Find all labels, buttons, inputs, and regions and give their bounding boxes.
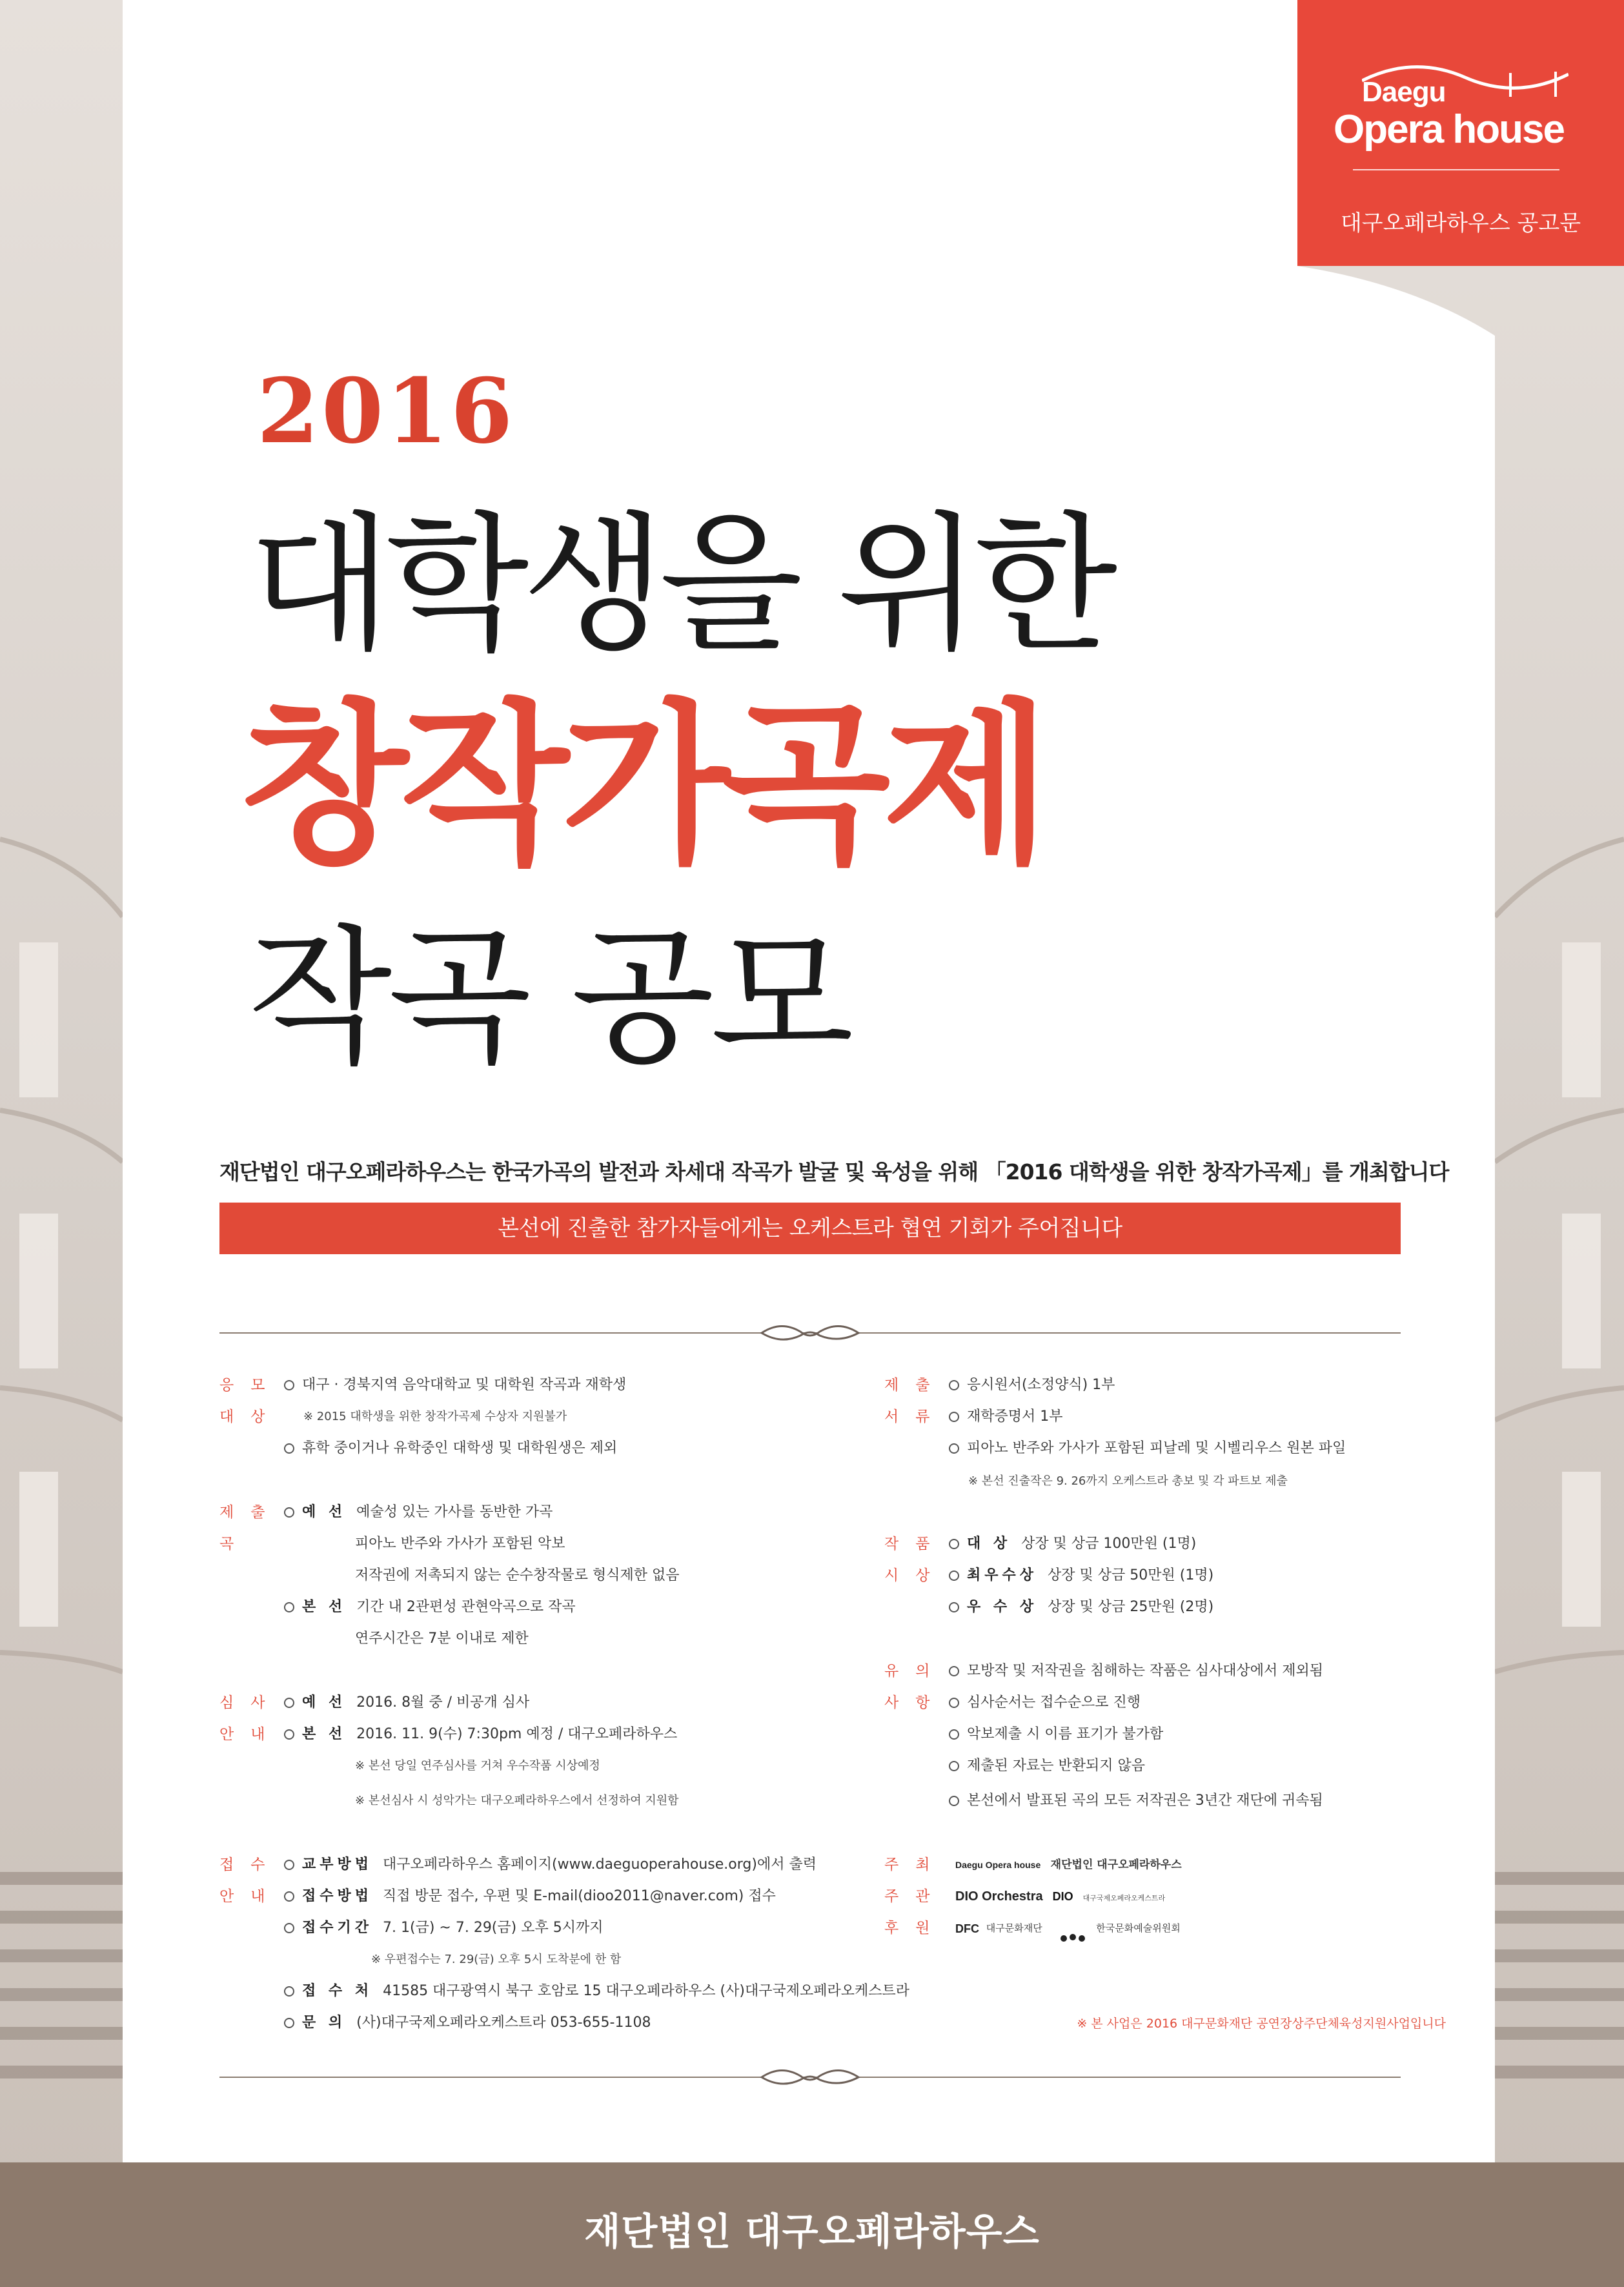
- bullet-icon: [284, 1729, 294, 1740]
- eligibility-line: 대구 · 경북지역 음악대학교 및 대학원 작곡과 재학생: [284, 1370, 626, 1400]
- bullet-icon: [284, 1698, 294, 1708]
- notes-line: 심사순서는 접수순으로 진행: [949, 1688, 1141, 1718]
- bullet-icon: [284, 1986, 294, 1997]
- docs-line: 피아노 반주와 가사가 포함된 피날레 및 시벨리우스 원본 파일: [949, 1434, 1346, 1463]
- label-notes-2: 사항: [884, 1694, 947, 1711]
- songs-final-line: 연주시간은 7분 이내로 제한: [355, 1631, 529, 1647]
- songs-prelim-line: 저작권에 저촉되지 않는 순수창작물로 형식제한 없음: [355, 1567, 680, 1583]
- label-songs-2: 곡: [219, 1536, 251, 1552]
- bullet-icon: [284, 1507, 294, 1518]
- notes-line: 제출된 자료는 반환되지 않음: [949, 1751, 1145, 1781]
- organizer-sub: 대구국제오페라오케스트라: [1082, 1894, 1166, 1902]
- bullet-icon: [949, 1761, 959, 1771]
- label-prizes-2: 시상: [884, 1567, 947, 1584]
- highlight-banner: 본선에 진출한 참가자들에게는 오케스트라 협연 기회가 주어집니다: [219, 1203, 1401, 1254]
- submission-item: 문 의 (사)대구국제오페라오케스트라 053-655-1108: [284, 2008, 651, 2038]
- dio-orchestra-logo: DIO Orchestra: [955, 1889, 1043, 1904]
- label-organizer: 주관: [884, 1888, 947, 1905]
- ornament-divider-icon: [219, 2064, 1401, 2090]
- judging-note: ※ 본선심사 시 성악가는 대구오페라하우스에서 선정하여 지원함: [355, 1794, 679, 1807]
- label-host: 주최: [884, 1856, 947, 1873]
- judging-final: 본 선 2016. 11. 9(수) 7:30pm 예정 / 대구오페라하우스: [284, 1720, 677, 1749]
- submission-item: 교부방법 대구오페라하우스 홈페이지(www.daeguoperahouse.org)에서 출력: [284, 1850, 817, 1880]
- ornament-divider-icon: [219, 1320, 1401, 1346]
- bullet-icon: [949, 1412, 959, 1422]
- title-line2: 창작가곡제: [240, 684, 1044, 887]
- songs-final: 본 선 기간 내 2관편성 관현악곡으로 작곡: [284, 1592, 576, 1622]
- judging-prelim: 예 선 2016. 8월 중 / 비공개 심사: [284, 1688, 529, 1718]
- logo-divider: [1353, 169, 1559, 170]
- docs-line: 재학증명서 1부: [949, 1402, 1063, 1432]
- intro-text: 재단법인 대구오페라하우스는 한국가곡의 발전과 차세대 작곡가 발굴 및 육성을 위해 「2016 대학생을 위한 창작가곡제」를 개최합니다: [219, 1159, 1449, 1184]
- label-submission-1: 접수: [219, 1856, 282, 1873]
- bullet-icon: [284, 1860, 294, 1870]
- dfc-logo: DFC: [955, 1922, 979, 1935]
- label-eligibility-2: 대상: [219, 1408, 282, 1425]
- bullet-icon: [949, 1570, 959, 1581]
- notes-line: 악보제출 시 이름 표기가 불가함: [949, 1720, 1163, 1749]
- bullet-icon: [284, 2018, 294, 2028]
- bullet-icon: [949, 1666, 959, 1676]
- host-org: Daegu Opera house 재단법인 대구오페라하우스: [955, 1850, 1182, 1880]
- logo-line2: Opera house: [1334, 107, 1564, 152]
- label-prizes-1: 작품: [884, 1536, 947, 1552]
- sponsor-note: ※ 본 사업은 2016 대구문화재단 공연장상주단체육성지원사업입니다: [1077, 2017, 1446, 2031]
- bullet-icon: [949, 1602, 959, 1612]
- opera-house-logo-block: [1297, 0, 1624, 266]
- label-docs-2: 서류: [884, 1408, 947, 1425]
- bullet-icon: [949, 1698, 959, 1708]
- label-judging-1: 심사: [219, 1694, 282, 1711]
- logo-line1: Daegu: [1362, 76, 1446, 108]
- notes-line: 모방작 및 저작권을 침해하는 작품은 심사대상에서 제외됨: [949, 1656, 1323, 1686]
- host-logo: Daegu Opera house: [955, 1860, 1041, 1870]
- label-judging-2: 안내: [219, 1726, 282, 1743]
- footer-bar: [0, 2162, 1624, 2287]
- submission-item: 접수방법 직접 방문 접수, 우편 및 E-mail(dioo2011@naver.com) 접수: [284, 1882, 776, 1911]
- docs-line: 응시원서(소정양식) 1부: [949, 1370, 1115, 1400]
- prize-item: 대 상 상장 및 상금 100만원 (1명): [949, 1529, 1196, 1559]
- arts-council-icon: [1060, 1924, 1090, 1933]
- organizer-org: [955, 1882, 1165, 1911]
- title-year: 2016: [257, 358, 516, 463]
- bullet-icon: [284, 1380, 294, 1390]
- bullet-icon: [284, 1891, 294, 1902]
- label-sponsor: 후원: [884, 1920, 947, 1936]
- bullet-icon: [949, 1539, 959, 1549]
- judging-note: ※ 본선 당일 연주심사를 거쳐 우수작품 시상예정: [355, 1759, 600, 1773]
- label-songs-1: 제출: [219, 1504, 282, 1521]
- sponsor-orgs: DFC 대구문화재단 한국문화예술위원회: [955, 1913, 1181, 1943]
- title-line3: 작곡 공모: [249, 912, 850, 1084]
- bullet-icon: [284, 1602, 294, 1612]
- label-notes-1: 유의: [884, 1663, 947, 1680]
- label-eligibility-1: 응모: [219, 1377, 282, 1394]
- docs-note: ※ 본선 진출작은 9. 26까지 오케스트라 총보 및 각 파트보 제출: [968, 1474, 1288, 1488]
- submission-note: ※ 우편접수는 7. 29(금) 오후 5시 도착분에 한 함: [371, 1953, 622, 1966]
- eligibility-note: ※ 2015 대학생을 위한 창작가곡제 수상자 지원불가: [303, 1410, 567, 1423]
- bullet-icon: [949, 1796, 959, 1806]
- eligibility-line: 휴학 중이거나 유학중인 대학생 및 대학원생은 제외: [284, 1434, 617, 1463]
- notice-caption: 대구오페라하우스 공고문: [1340, 210, 1581, 236]
- label-submission-2: 안내: [219, 1888, 282, 1905]
- prize-item: 우 수 상 상장 및 상금 25만원 (2명): [949, 1592, 1213, 1622]
- bullet-icon: [949, 1729, 959, 1740]
- dio-mark: DIO: [1052, 1890, 1073, 1903]
- prize-item: 최우수상 상장 및 상금 50만원 (1명): [949, 1561, 1213, 1591]
- songs-prelim-line: 피아노 반주와 가사가 포함된 악보: [355, 1536, 565, 1552]
- songs-prelim: 예 선 예술성 있는 가사를 동반한 가곡: [284, 1498, 553, 1527]
- bullet-icon: [949, 1380, 959, 1390]
- bullet-icon: [284, 1443, 294, 1454]
- title-line1: 대학생을 위한: [249, 499, 1111, 671]
- bullet-icon: [284, 1923, 294, 1933]
- submission-item: 접수기간 7. 1(금) ~ 7. 29(금) 오후 5시까지: [284, 1913, 603, 1943]
- submission-item: 접 수 처 41585 대구광역시 북구 호암로 15 대구오페라하우스 (사)대구국제오페라오케스트라: [284, 1977, 909, 2006]
- label-docs-1: 제출: [884, 1377, 947, 1394]
- footer-org-name: 재단법인 대구오페라하우스: [584, 2210, 1040, 2253]
- bullet-icon: [949, 1443, 959, 1454]
- notes-line: 본선에서 발표된 곡의 모든 저작권은 3년간 재단에 귀속됨: [949, 1786, 1323, 1816]
